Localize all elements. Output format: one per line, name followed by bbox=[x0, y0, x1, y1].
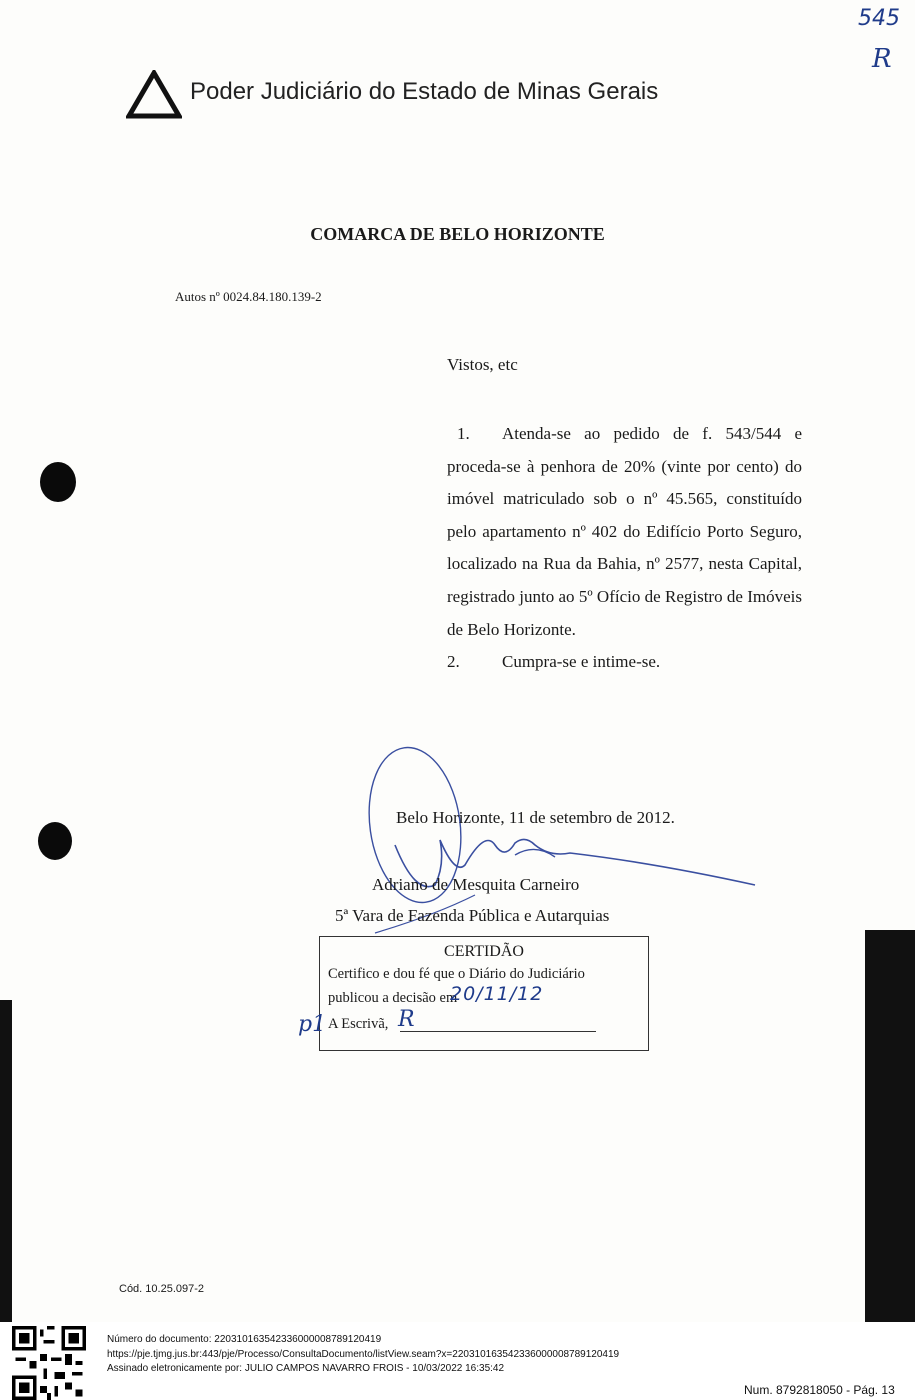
footer-signed-by: Assinado eletronicamente por: JULIO CAMPOS NAVARRO FROIS - 10/03/2022 16:35:42 bbox=[107, 1363, 505, 1374]
decision-body bbox=[447, 418, 802, 679]
handwritten-initial: R bbox=[872, 44, 892, 74]
signer-court: 5ª Vara de Fazenda Pública e Autarquias bbox=[335, 906, 610, 925]
header-institution: Poder Judiciário do Estado de Minas Gerais bbox=[190, 78, 659, 105]
item-text: Cumpra-se e intime-se. bbox=[502, 652, 661, 672]
certidao-line2: publicou a decisão em bbox=[328, 990, 458, 1006]
footer-url[interactable]: https://pje.tjmg.jus.br:443/pje/Processo/ConsultaDocumento/listView.seam?x=22031016354233600000878912041​9 bbox=[107, 1348, 620, 1360]
comarca-title: COMARCA DE BELO HORIZONTE bbox=[310, 224, 605, 244]
certidao-handwritten-date: 20/11/12 bbox=[450, 983, 544, 1005]
vistos-line: Vistos, etc bbox=[447, 355, 518, 374]
footer-doc-number: Número do documento: 22031016354233600000878912041​9 bbox=[107, 1334, 382, 1345]
certidao-stamp bbox=[319, 936, 649, 1051]
signer-name: Adriano de Mesquita Carneiro bbox=[372, 875, 580, 894]
scan-edge-left bbox=[0, 1000, 12, 1350]
handwritten-page-number: 545 bbox=[858, 6, 900, 31]
item-number: 1. bbox=[457, 424, 470, 443]
certidao-line3: A Escrivã, bbox=[328, 1016, 389, 1032]
form-code: Cód. 10.25.097-2 bbox=[119, 1283, 205, 1295]
footer-text bbox=[107, 1333, 619, 1377]
place-date: Belo Horizonte, 11 de setembro de 2012. bbox=[396, 808, 675, 827]
item-text: Atenda-se ao pedido de f. 543/544 e proceda-se à penhora de 20% (vinte por cento) do imóvel matriculado sob o nº 45.565, constituído pelo apartamento nº 402 do Edifício Porto Seguro, localizado na Rua da Bahia, nº 2577, nesta Capital, registrado junto ao 5º Ofício de Registro de Imóveis de Belo Horizonte. bbox=[447, 424, 802, 639]
punch-hole-top bbox=[40, 462, 76, 502]
certidao-line1: Certifico e dou fé que o Diário do Judiciário bbox=[328, 966, 585, 982]
certidao-title: CERTIDÃO bbox=[444, 943, 524, 960]
qr-code-icon bbox=[12, 1326, 86, 1400]
judiciary-triangle-icon bbox=[126, 70, 182, 120]
signature-rule bbox=[400, 1031, 596, 1032]
scan-edge-right bbox=[865, 930, 915, 1350]
decision-item bbox=[447, 418, 802, 646]
certidao-initial: R bbox=[398, 1007, 415, 1032]
item-number: 2. bbox=[447, 652, 460, 672]
punch-hole-bottom bbox=[38, 822, 72, 860]
decision-item bbox=[447, 646, 802, 679]
case-number: Autos nº 0024.84.180.139-2 bbox=[175, 289, 322, 304]
margin-annotation: p1 bbox=[298, 1012, 327, 1037]
footer-page-number: Num. 8792818050 - Pág. 13 bbox=[744, 1383, 895, 1397]
